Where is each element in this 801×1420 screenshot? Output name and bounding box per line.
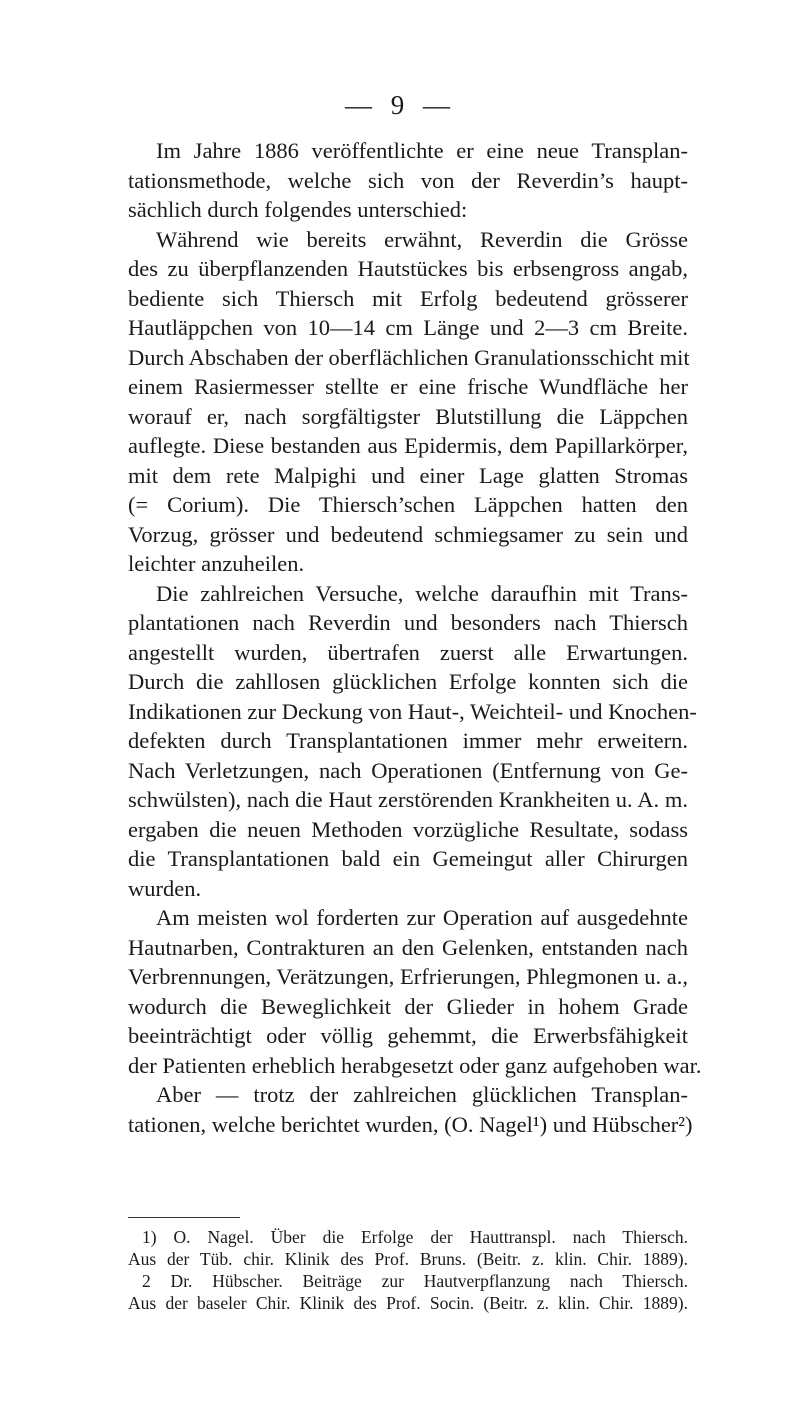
text-line: Am meisten wol forderten zur Operation auf ausgedehnte [156, 905, 688, 930]
text-line: (= Corium). Die Thiersch’schen Läppchen hatten den [128, 492, 688, 517]
footnote-line: Aus der Tüb. chir. Klinik des Prof. Bruns. (Beitr. z. klin. Chir. 1889). [128, 1249, 688, 1269]
text-line: Hautläppchen von 10—14 cm Länge und 2—3 cm Breite. [128, 315, 688, 340]
page-number: — 9 — [345, 90, 456, 120]
text-line: des zu überpflanzenden Hautstückes bis erbsengross angab, [128, 256, 688, 281]
text-line: tationen, welche berichtet wurden, (O. Nagel¹) und Hübscher²) [128, 1111, 693, 1137]
text-line: schwülsten), nach die Haut zerstörenden Krankheiten u. A. m. [128, 787, 688, 812]
text-line: wodurch die Beweglichkeit der Glieder in hohem Grade [128, 993, 688, 1019]
text-line: wurden. [128, 875, 202, 901]
body-text [128, 136, 702, 1139]
text-line: Während wie bereits erwähnt, Reverdin die Grösse [156, 226, 688, 252]
text-line: Aber — trotz der zahlreichen glücklichen Transplan- [156, 1082, 688, 1107]
text-line: defekten durch Transplantationen immer mehr erweitern. [128, 728, 688, 753]
text-line: auflegte. Diese bestanden aus Epidermis, dem Papillarkörper, [128, 433, 688, 458]
text-line: Durch Abschaben der oberflächlichen Granulationsschicht mit [128, 344, 690, 370]
text-line: ergaben die neuen Methoden vorzügliche Resultate, sodass [128, 816, 688, 842]
footnote-line: 1) O. Nagel. Über die Erfolge der Hauttranspl. nach Thiersch. [142, 1227, 688, 1247]
text-line: Vorzug, grösser und bedeutend schmiegsamer zu sein und [128, 521, 688, 547]
text-line: mit dem rete Malpighi und einer Lage glatten Stromas [128, 462, 688, 488]
footnotes [128, 1226, 688, 1314]
text-line: einem Rasiermesser stellte er eine frische Wundfläche her [128, 374, 688, 399]
text-line: tationsmethode, welche sich von der Reverdin’s haupt- [128, 167, 688, 193]
text-line: Nach Verletzungen, nach Operationen (Entfernung von Ge- [128, 757, 688, 783]
text-line: sächlich durch folgendes unterschied: [128, 197, 468, 222]
text-line: Durch die zahllosen glücklichen Erfolge konnten sich die [128, 669, 688, 694]
text-line: beeinträchtigt oder völlig gehemmt, die Erwerbsfähigkeit [128, 1023, 688, 1048]
footnote-line: 2 Dr. Hübscher. Beiträge zur Hautverpflanzung nach Thiersch. [142, 1271, 688, 1291]
text-line: Hautnarben, Contrakturen an den Gelenken, entstanden nach [128, 934, 688, 960]
text-line: bediente sich Thiersch mit Erfolg bedeutend grösserer [128, 285, 688, 311]
text-line: Verbrennungen, Verätzungen, Erfrierungen, Phlegmonen u. a., [128, 964, 689, 989]
footnote-line: Aus der baseler Chir. Klinik des Prof. Socin. (Beitr. z. klin. Chir. 1889). [128, 1293, 688, 1313]
text-line: Die zahlreichen Versuche, welche daraufhin mit Trans- [156, 580, 688, 606]
footnote-divider [128, 1217, 240, 1218]
text-line: Indikationen zur Deckung von Haut-, Weichteil- und Knochen- [128, 698, 697, 724]
text-line: leichter anzuheilen. [128, 551, 305, 576]
text-line: worauf er, nach sorgfältigster Blutstillung die Läppchen [128, 403, 688, 429]
text-line: angestellt wurden, übertrafen zuerst alle Erwartungen. [128, 639, 688, 665]
text-line: der Patienten erheblich herabgesetzt oder ganz aufgehoben war. [128, 1052, 702, 1078]
text-line: Im Jahre 1886 veröffentlichte er eine neue Transplan- [156, 138, 688, 163]
text-line: plantationen nach Reverdin und besonders nach Thiersch [128, 610, 688, 635]
text-line: die Transplantationen bald ein Gemeingut aller Chirurgen [128, 846, 688, 871]
